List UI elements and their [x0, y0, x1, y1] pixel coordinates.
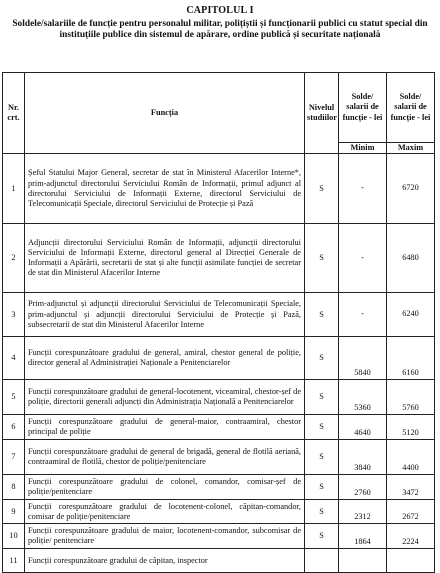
- header-functia: Funcția: [25, 73, 305, 154]
- row-minim: [339, 549, 387, 573]
- row-maxim: 5760: [387, 380, 435, 415]
- row-functia: Funcții corespunzătoare gradului de general de brigadă, general de flotilă aeriană, contraamiral de flotilă, chestor de poliție/penitenciare: [25, 440, 305, 475]
- table-row: [3, 475, 435, 500]
- row-nr: 3: [3, 293, 25, 337]
- row-minim: -: [339, 293, 387, 337]
- header-nivel: Nivelul studiilor: [305, 73, 339, 154]
- row-nr: 2: [3, 224, 25, 293]
- row-nivel: S: [305, 415, 339, 440]
- document-heading: Soldele/salariile de funcție pentru personalul militar, polițiștii și funcționarii publici cu statut special din instituțiile publice din sistemul de apărare, ordine publică și securitate națională: [12, 19, 428, 41]
- row-nivel: [305, 549, 339, 573]
- row-nivel: S: [305, 337, 339, 380]
- row-nivel: S: [305, 440, 339, 475]
- row-nr: 8: [3, 475, 25, 500]
- row-maxim: 2224: [387, 524, 435, 549]
- row-minim: 5840: [339, 337, 387, 380]
- header-minim: Minim: [339, 143, 387, 154]
- row-maxim: 4400: [387, 440, 435, 475]
- row-functia: Adjuncții directorului Serviciului Român de Informații, adjuncții directorului Serviciului de Informații Externe, directorul general al Direcției Generale de Informații a Apărării, secretarii de stat și alte funcții asimilate funcției de secretar de stat din Ministerul Afacerilor Interne: [25, 224, 305, 293]
- row-maxim: 5120: [387, 415, 435, 440]
- row-functia: Funcții corespunzătoare gradului de locotenent-colonel, căpitan-comandor, comisar de poliție/penitenciare: [25, 500, 305, 524]
- row-nr: 11: [3, 549, 25, 573]
- row-nr: 1: [3, 154, 25, 224]
- row-minim: 5360: [339, 380, 387, 415]
- row-functia: Funcții corespunzătoare gradului de general-locotenent, viceamiral, chestor-șef de poliție, directorii generali adjuncți din Administrația Națională a Penitenciarelor: [25, 380, 305, 415]
- table-row: [3, 337, 435, 380]
- table-row: [3, 380, 435, 415]
- table-row: [3, 224, 435, 293]
- row-functia: Funcții corespunzătoare gradului de căpitan, inspector: [25, 549, 305, 573]
- table-row: [3, 415, 435, 440]
- row-maxim: 6160: [387, 337, 435, 380]
- header-maxim: Maxim: [387, 143, 435, 154]
- row-nivel: S: [305, 524, 339, 549]
- row-nivel: S: [305, 500, 339, 524]
- row-nr: 9: [3, 500, 25, 524]
- row-minim: 1864: [339, 524, 387, 549]
- row-functia: Funcții corespunzătoare gradului de general, amiral, chestor general de poliție, director general al Administrației Naționale a Penitenciarelor: [25, 337, 305, 380]
- row-maxim: 6720: [387, 154, 435, 224]
- row-functia: Prim-adjunctul și adjuncții directorului Serviciului de Telecomunicații Speciale, prim-adjunctul și adjuncții directorului Serviciului de Protecție și Pază, subsecretarii de stat din Ministerul Afacerilor Interne: [25, 293, 305, 337]
- row-maxim: 6480: [387, 224, 435, 293]
- row-functia: Funcții corespunzătoare gradului de maior, locotenent-comandor, subcomisar de poliție/ penitenciare: [25, 524, 305, 549]
- row-nr: 6: [3, 415, 25, 440]
- salary-table: [2, 72, 435, 573]
- table-row: [3, 293, 435, 337]
- row-minim: 4640: [339, 415, 387, 440]
- header-solde-min: Solde/ salarii de funcție - lei: [339, 73, 387, 143]
- table-row: [3, 549, 435, 573]
- row-nivel: S: [305, 380, 339, 415]
- header-solde-max: Solde/ salarii de funcție - lei: [387, 73, 435, 143]
- row-minim: 2312: [339, 500, 387, 524]
- row-nivel: S: [305, 475, 339, 500]
- row-minim: -: [339, 154, 387, 224]
- row-functia: Șeful Statului Major General, secretar de stat în Ministerul Afacerilor Interne*, prim-adjunctul directorului Serviciului Român de Informații, primul adjunct al directorului Serviciului de Informații Externe, directorul Serviciului de Telecomunicații Speciale, directorul Serviciului de Protecție și Pază: [25, 154, 305, 224]
- table-row: [3, 154, 435, 224]
- table-row: [3, 440, 435, 475]
- table-row: [3, 524, 435, 549]
- table-row: [3, 500, 435, 524]
- row-minim: -: [339, 224, 387, 293]
- row-maxim: 3472: [387, 475, 435, 500]
- row-minim: 2760: [339, 475, 387, 500]
- row-nr: 7: [3, 440, 25, 475]
- row-maxim: [387, 549, 435, 573]
- row-functia: Funcții corespunzătoare gradului de general-maior, contraamiral, chestor principal de poliție: [25, 415, 305, 440]
- row-nr: 4: [3, 337, 25, 380]
- row-nr: 5: [3, 380, 25, 415]
- row-minim: 3840: [339, 440, 387, 475]
- row-maxim: 6240: [387, 293, 435, 337]
- header-nr: Nr. crt.: [3, 73, 25, 154]
- row-nivel: S: [305, 293, 339, 337]
- row-functia: Funcții corespunzătoare gradului de colonel, comandor, comisar-șef de poliție/penitenciare: [25, 475, 305, 500]
- row-maxim: 2672: [387, 500, 435, 524]
- row-nivel: S: [305, 154, 339, 224]
- row-nr: 10: [3, 524, 25, 549]
- row-nivel: S: [305, 224, 339, 293]
- chapter-title: CAPITOLUL I: [186, 5, 254, 16]
